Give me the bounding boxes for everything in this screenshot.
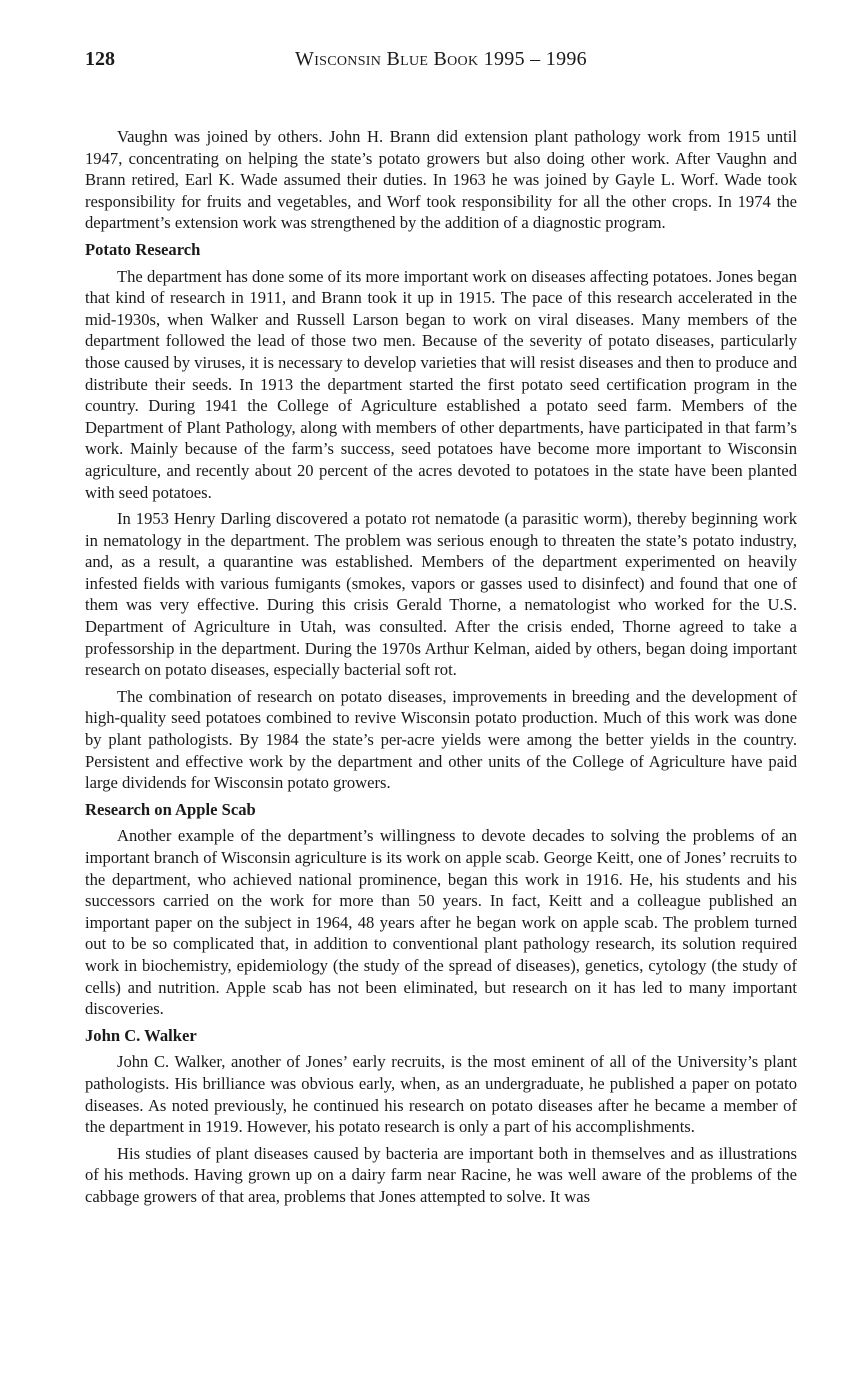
paragraph-apple-scab: Another example of the department’s willingness to devote decades to solving the problems of an important branch of Wisconsin agriculture is its work on apple scab. George Keitt, one of Jones’ recruits to the department, who achieved national prominence, began this work in 1916. He, his students and his successors carried on the work for more than 50 years. In fact, Keitt and a colleague published an important paper on the subject in 1964, 48 years after he began work on apple scab. The problem turned out to be so complicated that, in addition to conventional plant pathology research, its solution required work in biochemistry, epidemiology (the study of the spread of diseases), genetics, cytology (the study of cells) and nutrition. Apple scab has not been eliminated, but research on it has led to many important discoveries. <box>85 826 797 1019</box>
page-number: 128 <box>85 48 115 70</box>
paragraph-extension-staff: Vaughn was joined by others. John H. Brann did extension plant pathology work from 1915 until 1947, concentrating on helping the state’s potato growers but also doing other work. After Vaughn and Brann retired, Earl K. Wade assumed their duties. In 1963 he was joined by Gayle L. Worf. Wade took responsibility for fruits and vegetables, and Worf took responsibility for all the other crops. In 1974 the department’s extension work was strengthened by the addition of a diagnostic program. <box>85 127 797 233</box>
paragraph-potato-research: The department has done some of its more important work on diseases affecting potatoes. Jones began that kind of research in 1911, and Brann took it up in 1915. The pace of this research accelerated in the mid-1930s, when Walker and Russell Larson began to work on viral diseases. Many members of the department followed the lead of those two men. Because of the severity of potato diseases, particularly those caused by viruses, it is necessary to develop varieties that will resist diseases and then to produce and distribute their seeds. In 1913 the department started the first potato seed certification program in the country. During 1941 the College of Agriculture established a potato seed farm. Members of the Department of Plant Pathology, along with members of other departments, have participated in that farm’s work. Mainly because of the farm’s success, seed potatoes have become more important to Wisconsin agriculture, and recently about 20 percent of the acres devoted to potatoes in the state have been planted with seed potatoes. <box>85 266 797 502</box>
paragraph-walker-intro: John C. Walker, another of Jones’ early recruits, is the most eminent of all of the University’s plant pathologists. His brilliance was obvious early, when, as an undergraduate, he published a paper on potato diseases. As noted previously, he continued his research on potato diseases after he became a member of the department in 1919. However, his potato research is only a part of his accomplishments. <box>85 1052 797 1137</box>
page-header <box>85 48 797 78</box>
heading-potato-research: Potato Research <box>85 239 201 259</box>
body-text <box>85 126 797 1208</box>
heading-john-walker: John C. Walker <box>85 1025 197 1045</box>
paragraph-nematology: In 1953 Henry Darling discovered a potato rot nematode (a parasitic worm), thereby beginning work in nematology in the department. The problem was serious enough to threaten the state’s potato industry, and, as a result, a quarantine was established. Members of the department experimented on heavily infested fields with various fumigants (smokes, vapors or gasses used to disinfect) and found that one of them was very effective. During this crisis Gerald Thorne, a nematologist who worked for the U.S. Department of Agriculture in Utah, was consulted. After the crisis ended, Thorne agreed to take a professorship in the department. During the 1970s Arthur Kelman, aided by others, began doing important research on potato diseases, especially bacterial soft rot. <box>85 509 797 680</box>
paragraph-walker-bacteria: His studies of plant diseases caused by bacteria are important both in themselves and as illustrations of his methods. Having grown up on a dairy farm near Racine, he was well aware of the problems of the cabbage growers of that area, problems that Jones attempted to solve. It was <box>85 1143 797 1206</box>
paragraph-potato-production: The combination of research on potato diseases, improvements in breeding and the development of high-quality seed potatoes combined to revive Wisconsin potato production. Much of this work was done by plant pathologists. By 1984 the state’s per-acre yields were among the better yields in the country. Persistent and effective work by the department and other units of the College of Agriculture have paid large dividends for Wisconsin potato growers. <box>85 686 797 793</box>
heading-apple-scab: Research on Apple Scab <box>85 799 256 819</box>
document-page <box>85 48 797 1213</box>
running-head: Wisconsin Blue Book 1995 – 1996 <box>295 48 587 70</box>
